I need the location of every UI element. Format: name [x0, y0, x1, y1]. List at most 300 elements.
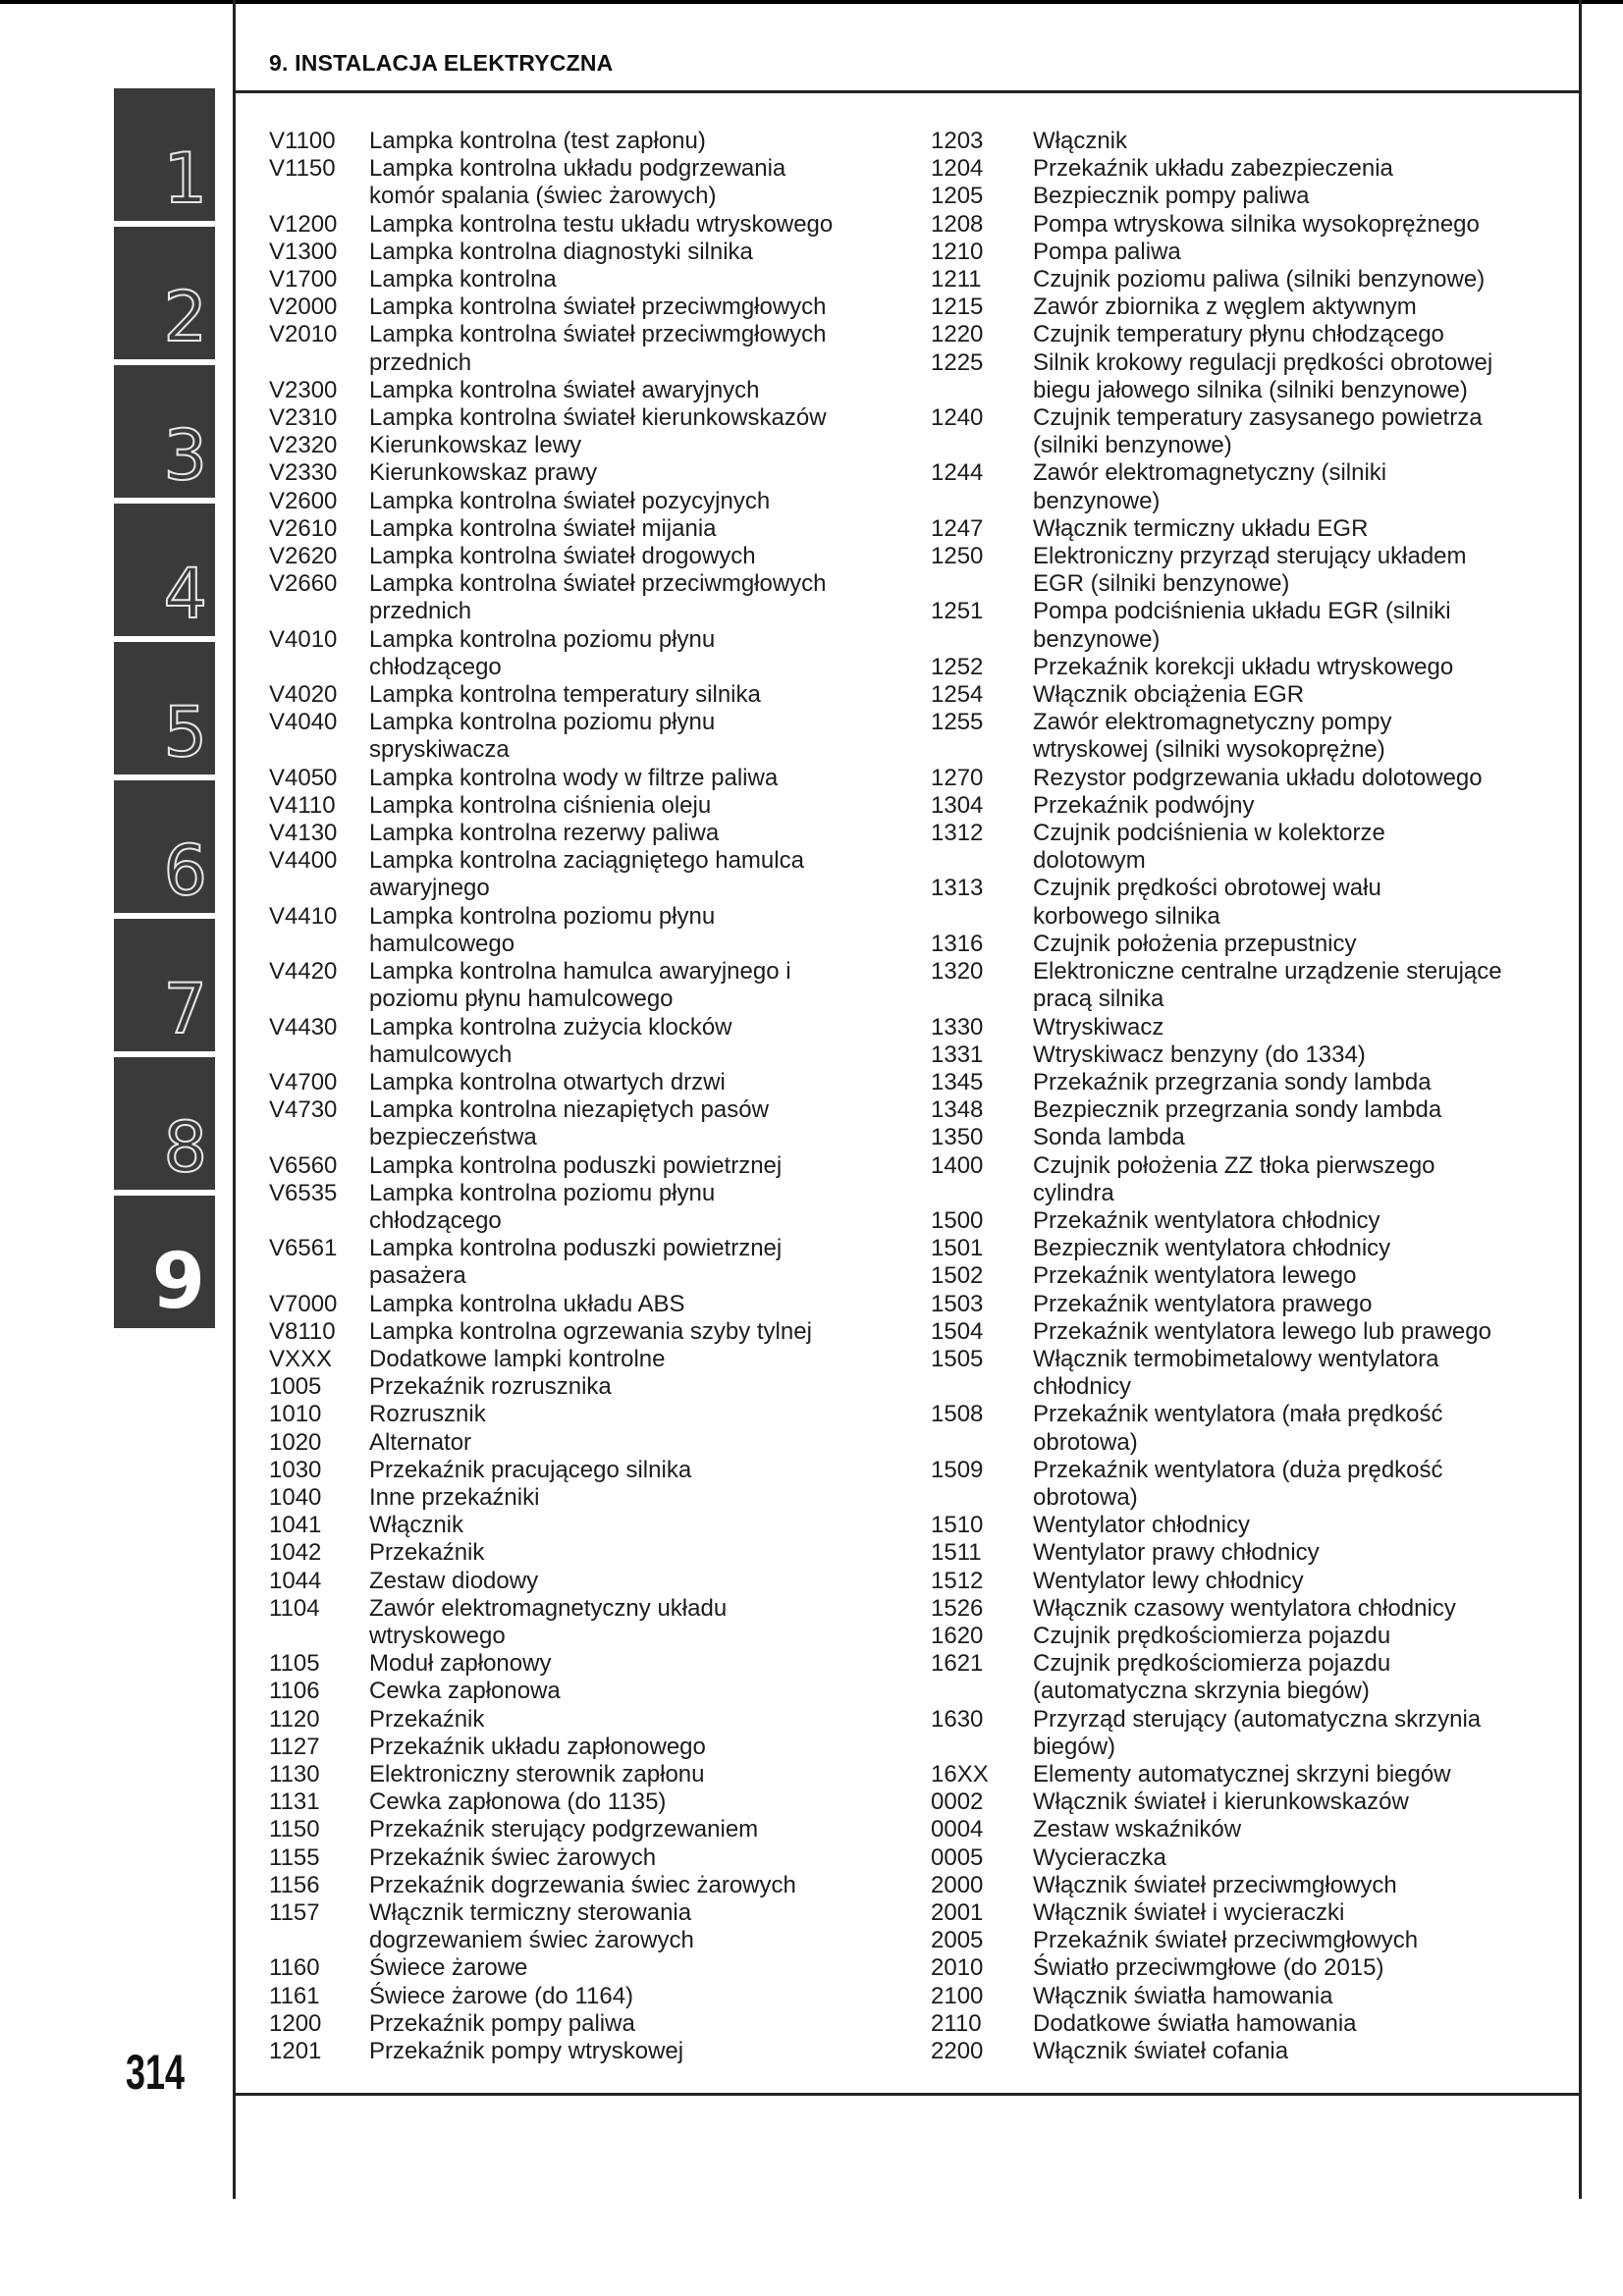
- component-code: 1630: [931, 1705, 984, 1733]
- component-description: Przekaźnik pracującego silnika: [369, 1456, 692, 1483]
- list-item: [269, 1014, 897, 1069]
- component-description: Czujnik temperatury zasysanego powietrza (silniki benzynowe): [1033, 404, 1483, 459]
- component-description: Przekaźnik dogrzewania świec żarowych: [369, 1871, 796, 1898]
- list-item: [931, 1844, 1559, 1872]
- component-description: Lampka kontrolna temperatury silnika: [369, 681, 761, 709]
- component-description: Moduł zapłonowy: [369, 1650, 552, 1678]
- component-description: Lampka kontrolna: [369, 266, 557, 294]
- list-item: [931, 543, 1559, 598]
- component-code: V6560: [269, 1151, 338, 1179]
- list-item: [269, 1457, 897, 1484]
- list-item: [931, 239, 1559, 266]
- component-code: 1211: [931, 266, 982, 294]
- component-code: 2110: [931, 2009, 982, 2037]
- component-description: Lampka kontrolna hamulca awaryjnego i poziomu płynu hamulcowego: [369, 958, 791, 1013]
- component-code: 1020: [269, 1428, 322, 1456]
- list-item: [931, 1291, 1559, 1318]
- list-item: [931, 709, 1559, 764]
- list-item: [269, 1872, 897, 1899]
- component-code: V2000: [269, 294, 338, 321]
- component-description: Przekaźnik świec żarowych: [369, 1843, 657, 1871]
- component-code: 1005: [269, 1373, 322, 1401]
- component-code: V4130: [269, 820, 338, 847]
- component-code: V4700: [269, 1068, 338, 1095]
- component-description: Świece żarowe: [369, 1954, 528, 1982]
- component-code: 2001: [931, 1899, 984, 1926]
- component-code: 1030: [269, 1456, 322, 1483]
- chapter-tab-label: 4: [163, 554, 207, 634]
- component-description: Wtryskiwacz benzyny (do 1334): [1033, 1041, 1366, 1068]
- component-code: 0002: [931, 1789, 984, 1816]
- component-description: Bezpiecznik wentylatora chłodnicy: [1033, 1235, 1391, 1262]
- component-code: V4010: [269, 625, 338, 653]
- component-description: Przekaźnik wentylatora lewego lub prawego: [1033, 1317, 1491, 1345]
- list-item: [269, 1069, 897, 1096]
- right-column-list: [931, 128, 1559, 2065]
- component-code: 1254: [931, 681, 984, 709]
- component-description: Rezystor podgrzewania układu dolotowego: [1033, 764, 1483, 791]
- component-description: Lampka kontrolna świateł awaryjnych: [369, 376, 760, 403]
- component-code: 1512: [931, 1567, 984, 1594]
- component-code: 1510: [931, 1512, 984, 1539]
- component-code: 1508: [931, 1401, 984, 1428]
- list-item: [269, 626, 897, 681]
- component-description: Wentylator chłodnicy: [1033, 1512, 1250, 1539]
- list-item: [269, 459, 897, 487]
- component-code: 1252: [931, 653, 984, 680]
- list-item: [269, 709, 897, 764]
- component-description: Włącznik termobimetalowy wentylatora chłodnicy: [1033, 1345, 1439, 1401]
- component-description: Przekaźnik wentylatora (duża prędkość obrotowa): [1033, 1456, 1443, 1511]
- component-description: Zawór zbiornika z węglem aktywnym: [1033, 294, 1417, 321]
- list-item: [269, 1484, 897, 1512]
- component-code: 1156: [269, 1871, 320, 1898]
- component-description: Lampka kontrolna poduszki powietrznej pasażera: [369, 1235, 783, 1290]
- component-description: Przekaźnik wentylatora lewego: [1033, 1262, 1357, 1290]
- list-item: [269, 570, 897, 625]
- list-item: [269, 1568, 897, 1595]
- list-item: [269, 903, 897, 958]
- left-margin-line: [233, 0, 236, 2199]
- list-item: [269, 958, 897, 1013]
- component-code: 0005: [931, 1843, 984, 1871]
- component-code: V4020: [269, 681, 338, 709]
- component-code: V1100: [269, 128, 336, 154]
- component-code: V2310: [269, 404, 338, 432]
- page-number: 314: [126, 2045, 186, 2100]
- component-description: Dodatkowe światła hamowania: [1033, 2009, 1357, 2037]
- component-code: 1502: [931, 1262, 984, 1290]
- component-description: Pompa paliwa: [1033, 238, 1181, 265]
- component-code: 1203: [931, 128, 984, 154]
- list-item: [269, 1595, 897, 1650]
- component-code: 1500: [931, 1206, 984, 1234]
- component-description: Lampka kontrolna testu układu wtryskowego: [369, 210, 834, 238]
- list-item: [931, 294, 1559, 321]
- list-item: [269, 2038, 897, 2065]
- component-description: Przekaźnik sterujący podgrzewaniem: [369, 1816, 759, 1843]
- component-code: 1105: [269, 1650, 320, 1678]
- list-item: [269, 1539, 897, 1567]
- component-description: Przekaźnik wentylatora chłodnicy: [1033, 1206, 1380, 1234]
- component-description: Światło przeciwmgłowe (do 2015): [1033, 1954, 1384, 1982]
- list-item: [931, 1954, 1559, 1982]
- component-code: V2600: [269, 487, 338, 514]
- list-item: [931, 792, 1559, 820]
- list-item: [931, 1262, 1559, 1290]
- component-description: Lampka kontrolna poziomu płynu chłodzącego: [369, 1179, 716, 1234]
- component-description: Lampka kontrolna układu podgrzewania komór spalania (świec żarowych): [369, 155, 786, 210]
- component-description: Włącznik światła hamowania: [1033, 1982, 1333, 2009]
- list-item: [269, 266, 897, 294]
- list-item: [269, 1401, 897, 1428]
- list-item: [931, 1512, 1559, 1539]
- component-description: Kierunkowskaz lewy: [369, 432, 582, 459]
- component-code: 1251: [931, 598, 984, 625]
- component-description: Zawór elektromagnetyczny układu wtryskowego: [369, 1594, 728, 1649]
- component-code: V4110: [269, 791, 336, 819]
- component-description: Włącznik obciążenia EGR: [1033, 681, 1305, 709]
- component-description: Lampka kontrolna zaciągniętego hamulca awaryjnego: [369, 847, 804, 902]
- list-item: [931, 1124, 1559, 1151]
- list-item: [269, 211, 897, 239]
- component-code: 1131: [269, 1789, 320, 1816]
- chapter-tab-1[interactable]: [114, 88, 215, 221]
- list-item: [269, 820, 897, 847]
- component-code: 1041: [269, 1512, 322, 1539]
- list-item: [931, 1706, 1559, 1761]
- list-item: [931, 1983, 1559, 2010]
- component-code: V1150: [269, 155, 336, 183]
- list-item: [269, 847, 897, 902]
- component-code: V4730: [269, 1096, 338, 1124]
- component-description: Świece żarowe (do 1164): [369, 1982, 634, 2009]
- component-description: Lampka kontrolna poziomu płynu hamulcowego: [369, 902, 716, 957]
- component-code: V2320: [269, 432, 338, 459]
- list-item: [931, 958, 1559, 1013]
- component-code: V2330: [269, 459, 338, 487]
- component-description: Przyrząd sterujący (automatyczna skrzynia biegów): [1033, 1705, 1482, 1760]
- list-item: [269, 2010, 897, 2038]
- component-code: V2610: [269, 514, 338, 542]
- component-description: Włącznik świateł i kierunkowskazów: [1033, 1789, 1409, 1816]
- component-code: 0004: [931, 1816, 984, 1843]
- list-item: [269, 1816, 897, 1843]
- component-description: Elektroniczny przyrząd sterujący układem EGR (silniki benzynowe): [1033, 543, 1467, 598]
- list-item: [269, 765, 897, 792]
- header-rule: [233, 90, 1582, 93]
- component-description: Sonda lambda: [1033, 1124, 1185, 1151]
- list-item: [269, 488, 897, 515]
- component-code: 1157: [269, 1899, 320, 1926]
- bottom-rule: [233, 2093, 1582, 2096]
- chapter-tab-9-active[interactable]: [114, 1196, 215, 1328]
- list-item: [931, 681, 1559, 709]
- left-column-list: [269, 128, 897, 2065]
- component-description: Włącznik świateł i wycieraczki: [1033, 1899, 1345, 1926]
- list-item: [931, 931, 1559, 958]
- component-code: V4050: [269, 764, 338, 791]
- component-description: Przekaźnik rozrusznika: [369, 1373, 612, 1401]
- component-description: Wentylator prawy chłodnicy: [1033, 1539, 1320, 1567]
- component-description: Bezpiecznik przegrzania sondy lambda: [1033, 1096, 1442, 1124]
- component-code: V1300: [269, 238, 338, 265]
- list-item: [269, 1954, 897, 1982]
- component-description: Lampka kontrolna diagnostyki silnika: [369, 238, 753, 265]
- chapter-tab-label: 2: [163, 277, 207, 357]
- list-item: [931, 1568, 1559, 1595]
- component-code: 1348: [931, 1096, 984, 1124]
- list-item: [269, 1734, 897, 1761]
- component-description: Przekaźnik układu zabezpieczenia: [1033, 155, 1393, 183]
- component-code: 1621: [931, 1650, 984, 1678]
- component-description: Inne przekaźniki: [369, 1483, 540, 1511]
- component-description: Przekaźnik pompy paliwa: [369, 2009, 635, 2037]
- component-description: Bezpiecznik pompy paliwa: [1033, 183, 1310, 210]
- component-description: Lampka kontrolna ogrzewania szyby tylnej: [369, 1317, 812, 1345]
- component-code: 2000: [931, 1871, 984, 1898]
- component-code: 1104: [269, 1594, 320, 1622]
- component-code: 1526: [931, 1594, 984, 1622]
- component-code: 1244: [931, 459, 984, 487]
- component-description: Lampka kontrolna świateł kierunkowskazów: [369, 404, 827, 432]
- component-description: Lampka kontrolna wody w filtrze paliwa: [369, 764, 779, 791]
- component-code: 16XX: [931, 1760, 989, 1788]
- list-item: [931, 820, 1559, 875]
- component-code: 2005: [931, 1927, 984, 1954]
- component-code: 1208: [931, 210, 984, 238]
- list-item: [931, 1872, 1559, 1899]
- component-code: 1511: [931, 1539, 982, 1567]
- component-code: 1130: [269, 1760, 320, 1788]
- component-description: Przekaźnik korekcji układu wtryskowego: [1033, 653, 1454, 680]
- component-description: Zawór elektromagnetyczny (silniki benzynowe): [1033, 459, 1387, 514]
- list-item: [931, 1539, 1559, 1567]
- component-description: Czujnik położenia ZZ tłoka pierwszego cylindra: [1033, 1151, 1435, 1206]
- list-item: [269, 1706, 897, 1734]
- component-description: Przekaźnik wentylatora (mała prędkość obrotowa): [1033, 1401, 1443, 1456]
- component-description: Lampka kontrolna (test zapłonu): [369, 128, 706, 154]
- component-description: Czujnik prędkości obrotowej wału korbowego silnika: [1033, 875, 1381, 930]
- chapter-tab-8[interactable]: [114, 1057, 215, 1190]
- component-code: 2200: [931, 2038, 984, 2065]
- component-code: V4420: [269, 958, 338, 986]
- component-description: Zestaw diodowy: [369, 1567, 539, 1594]
- list-item: [931, 598, 1559, 653]
- list-item: [931, 654, 1559, 681]
- component-description: Lampka kontrolna niezapiętych pasów bezpieczeństwa: [369, 1096, 769, 1151]
- list-item: [269, 377, 897, 404]
- component-description: Przekaźnik wentylatora prawego: [1033, 1290, 1373, 1317]
- list-item: [269, 681, 897, 709]
- component-description: Silnik krokowy regulacji prędkości obrotowej biegu jałowego silnika (silniki benzynowe): [1033, 348, 1493, 403]
- list-item: [931, 459, 1559, 514]
- chapter-tab-7[interactable]: [114, 919, 215, 1051]
- component-description: Lampka kontrolna świateł przeciwmgłowych przednich: [369, 321, 827, 376]
- component-code: 2100: [931, 1982, 984, 2009]
- list-item: [931, 515, 1559, 543]
- component-description: Wycieraczka: [1033, 1843, 1166, 1871]
- list-item: [269, 1678, 897, 1705]
- list-item: [269, 1318, 897, 1346]
- component-code: 1312: [931, 820, 984, 847]
- list-item: [931, 211, 1559, 239]
- component-description: Wentylator lewy chłodnicy: [1033, 1567, 1304, 1594]
- list-item: [931, 1457, 1559, 1512]
- component-description: Przekaźnik pompy wtryskowej: [369, 2038, 684, 2065]
- list-item: [931, 2038, 1559, 2065]
- list-item: [931, 321, 1559, 348]
- list-item: [931, 266, 1559, 294]
- component-code: 1313: [931, 875, 984, 902]
- list-item: [931, 1650, 1559, 1705]
- chapter-tab-6[interactable]: [114, 780, 215, 913]
- component-description: Kierunkowskaz prawy: [369, 459, 598, 487]
- component-code: 1240: [931, 404, 984, 432]
- list-item: [269, 404, 897, 432]
- component-code: 1620: [931, 1622, 984, 1649]
- list-item: [269, 1235, 897, 1290]
- component-code: V6535: [269, 1179, 338, 1206]
- component-code: 1106: [269, 1678, 320, 1705]
- component-description: Cewka zapłonowa: [369, 1678, 561, 1705]
- list-item: [269, 1152, 897, 1180]
- list-item: [269, 543, 897, 570]
- component-description: Włącznik termiczny układu EGR: [1033, 514, 1369, 542]
- chapter-tab-label: 7: [163, 969, 207, 1049]
- list-item: [269, 1096, 897, 1151]
- component-code: VXXX: [269, 1345, 333, 1372]
- section-title: 9. INSTALACJA ELEKTRYCZNA: [269, 50, 614, 76]
- list-item: [931, 1899, 1559, 1927]
- right-margin-line: [1579, 0, 1582, 2199]
- list-item: [269, 128, 897, 155]
- list-item: [269, 1789, 897, 1816]
- component-description: Czujnik położenia przepustnicy: [1033, 930, 1357, 957]
- component-code: 1316: [931, 930, 984, 957]
- component-description: Czujnik prędkościomierza pojazdu: [1033, 1622, 1391, 1649]
- component-code: 1204: [931, 155, 984, 183]
- component-description: Czujnik temperatury płynu chłodzącego: [1033, 321, 1444, 348]
- component-description: Alternator: [369, 1428, 472, 1456]
- component-code: 1044: [269, 1567, 322, 1594]
- component-code: 1250: [931, 543, 984, 570]
- list-item: [269, 321, 897, 376]
- list-item: [931, 1761, 1559, 1789]
- chapter-tab-2[interactable]: [114, 227, 215, 359]
- list-item: [269, 1373, 897, 1401]
- top-rule: [0, 0, 1623, 4]
- chapter-tab-5[interactable]: [114, 642, 215, 774]
- list-item: [931, 1623, 1559, 1650]
- component-description: Włącznik: [1033, 128, 1128, 154]
- component-description: Lampka kontrolna ciśnienia oleju: [369, 791, 712, 819]
- list-item: [269, 515, 897, 543]
- component-code: 1345: [931, 1068, 984, 1095]
- chapter-tab-label: 8: [163, 1107, 207, 1188]
- list-item: [931, 1346, 1559, 1401]
- list-item: [931, 875, 1559, 930]
- component-code: 1042: [269, 1539, 322, 1567]
- component-description: Lampka kontrolna świateł drogowych: [369, 543, 756, 570]
- chapter-tabs: [114, 88, 215, 1334]
- component-description: Zawór elektromagnetyczny pompy wtryskowej (silniki wysokoprężne): [1033, 709, 1392, 764]
- component-code: 1400: [931, 1151, 984, 1179]
- component-code: V7000: [269, 1290, 338, 1317]
- component-description: Lampka kontrolna poziomu płynu spryskiwacza: [369, 709, 716, 764]
- list-item: [931, 1152, 1559, 1207]
- component-code: 1225: [931, 348, 984, 376]
- list-item: [269, 294, 897, 321]
- component-code: 1505: [931, 1345, 984, 1372]
- component-description: Elektroniczny sterownik zapłonu: [369, 1760, 705, 1788]
- list-item: [931, 404, 1559, 459]
- component-description: Czujnik prędkościomierza pojazdu (automatyczna skrzynia biegów): [1033, 1650, 1391, 1705]
- component-code: 1201: [269, 2038, 322, 2065]
- component-code: 1247: [931, 514, 984, 542]
- component-code: V2660: [269, 570, 338, 598]
- list-item: [931, 1069, 1559, 1096]
- component-code: 1504: [931, 1317, 984, 1345]
- component-code: V4040: [269, 709, 338, 736]
- component-description: Przekaźnik: [369, 1539, 485, 1567]
- component-description: Cewka zapłonowa (do 1135): [369, 1789, 667, 1816]
- component-description: Przekaźnik świateł przeciwmgłowych: [1033, 1927, 1419, 1954]
- list-item: [269, 239, 897, 266]
- list-item: [269, 1429, 897, 1457]
- chapter-tab-3[interactable]: [114, 365, 215, 498]
- component-code: V8110: [269, 1317, 336, 1345]
- component-description: Lampka kontrolna świateł mijania: [369, 514, 717, 542]
- list-item: [931, 183, 1559, 210]
- component-description: Lampka kontrolna świateł przeciwmgłowych: [369, 294, 827, 321]
- component-description: Zestaw wskaźników: [1033, 1816, 1242, 1843]
- list-item: [931, 155, 1559, 183]
- chapter-tab-4[interactable]: [114, 504, 215, 636]
- list-item: [931, 349, 1559, 404]
- component-code: 1320: [931, 958, 984, 986]
- component-code: 1270: [931, 764, 984, 791]
- component-code: 1215: [931, 294, 984, 321]
- component-code: 1155: [269, 1843, 320, 1871]
- list-item: [931, 1927, 1559, 1954]
- component-code: 1350: [931, 1124, 984, 1151]
- component-code: 1501: [931, 1235, 984, 1262]
- list-item: [269, 1291, 897, 1318]
- component-code: V2300: [269, 376, 338, 403]
- list-item: [269, 432, 897, 459]
- list-item: [931, 1207, 1559, 1235]
- component-code: V1700: [269, 266, 338, 294]
- list-item: [269, 1844, 897, 1872]
- component-code: 1127: [269, 1733, 320, 1760]
- component-code: 2010: [931, 1954, 984, 1982]
- component-code: 1161: [269, 1982, 320, 2009]
- component-code: V1200: [269, 210, 338, 238]
- component-code: 1304: [931, 791, 984, 819]
- component-description: Elektroniczne centralne urządzenie sterujące pracą silnika: [1033, 958, 1502, 1013]
- component-code: V2620: [269, 543, 338, 570]
- component-description: Włącznik czasowy wentylatora chłodnicy: [1033, 1594, 1456, 1622]
- component-code: V4430: [269, 1013, 338, 1041]
- component-description: Lampka kontrolna rezerwy paliwa: [369, 820, 720, 847]
- component-description: Przekaźnik układu zapłonowego: [369, 1733, 706, 1760]
- component-description: Przekaźnik: [369, 1705, 485, 1733]
- chapter-tab-label: 5: [163, 692, 207, 773]
- list-item: [931, 128, 1559, 155]
- component-code: V4410: [269, 902, 338, 930]
- chapter-tab-label: 3: [163, 415, 207, 496]
